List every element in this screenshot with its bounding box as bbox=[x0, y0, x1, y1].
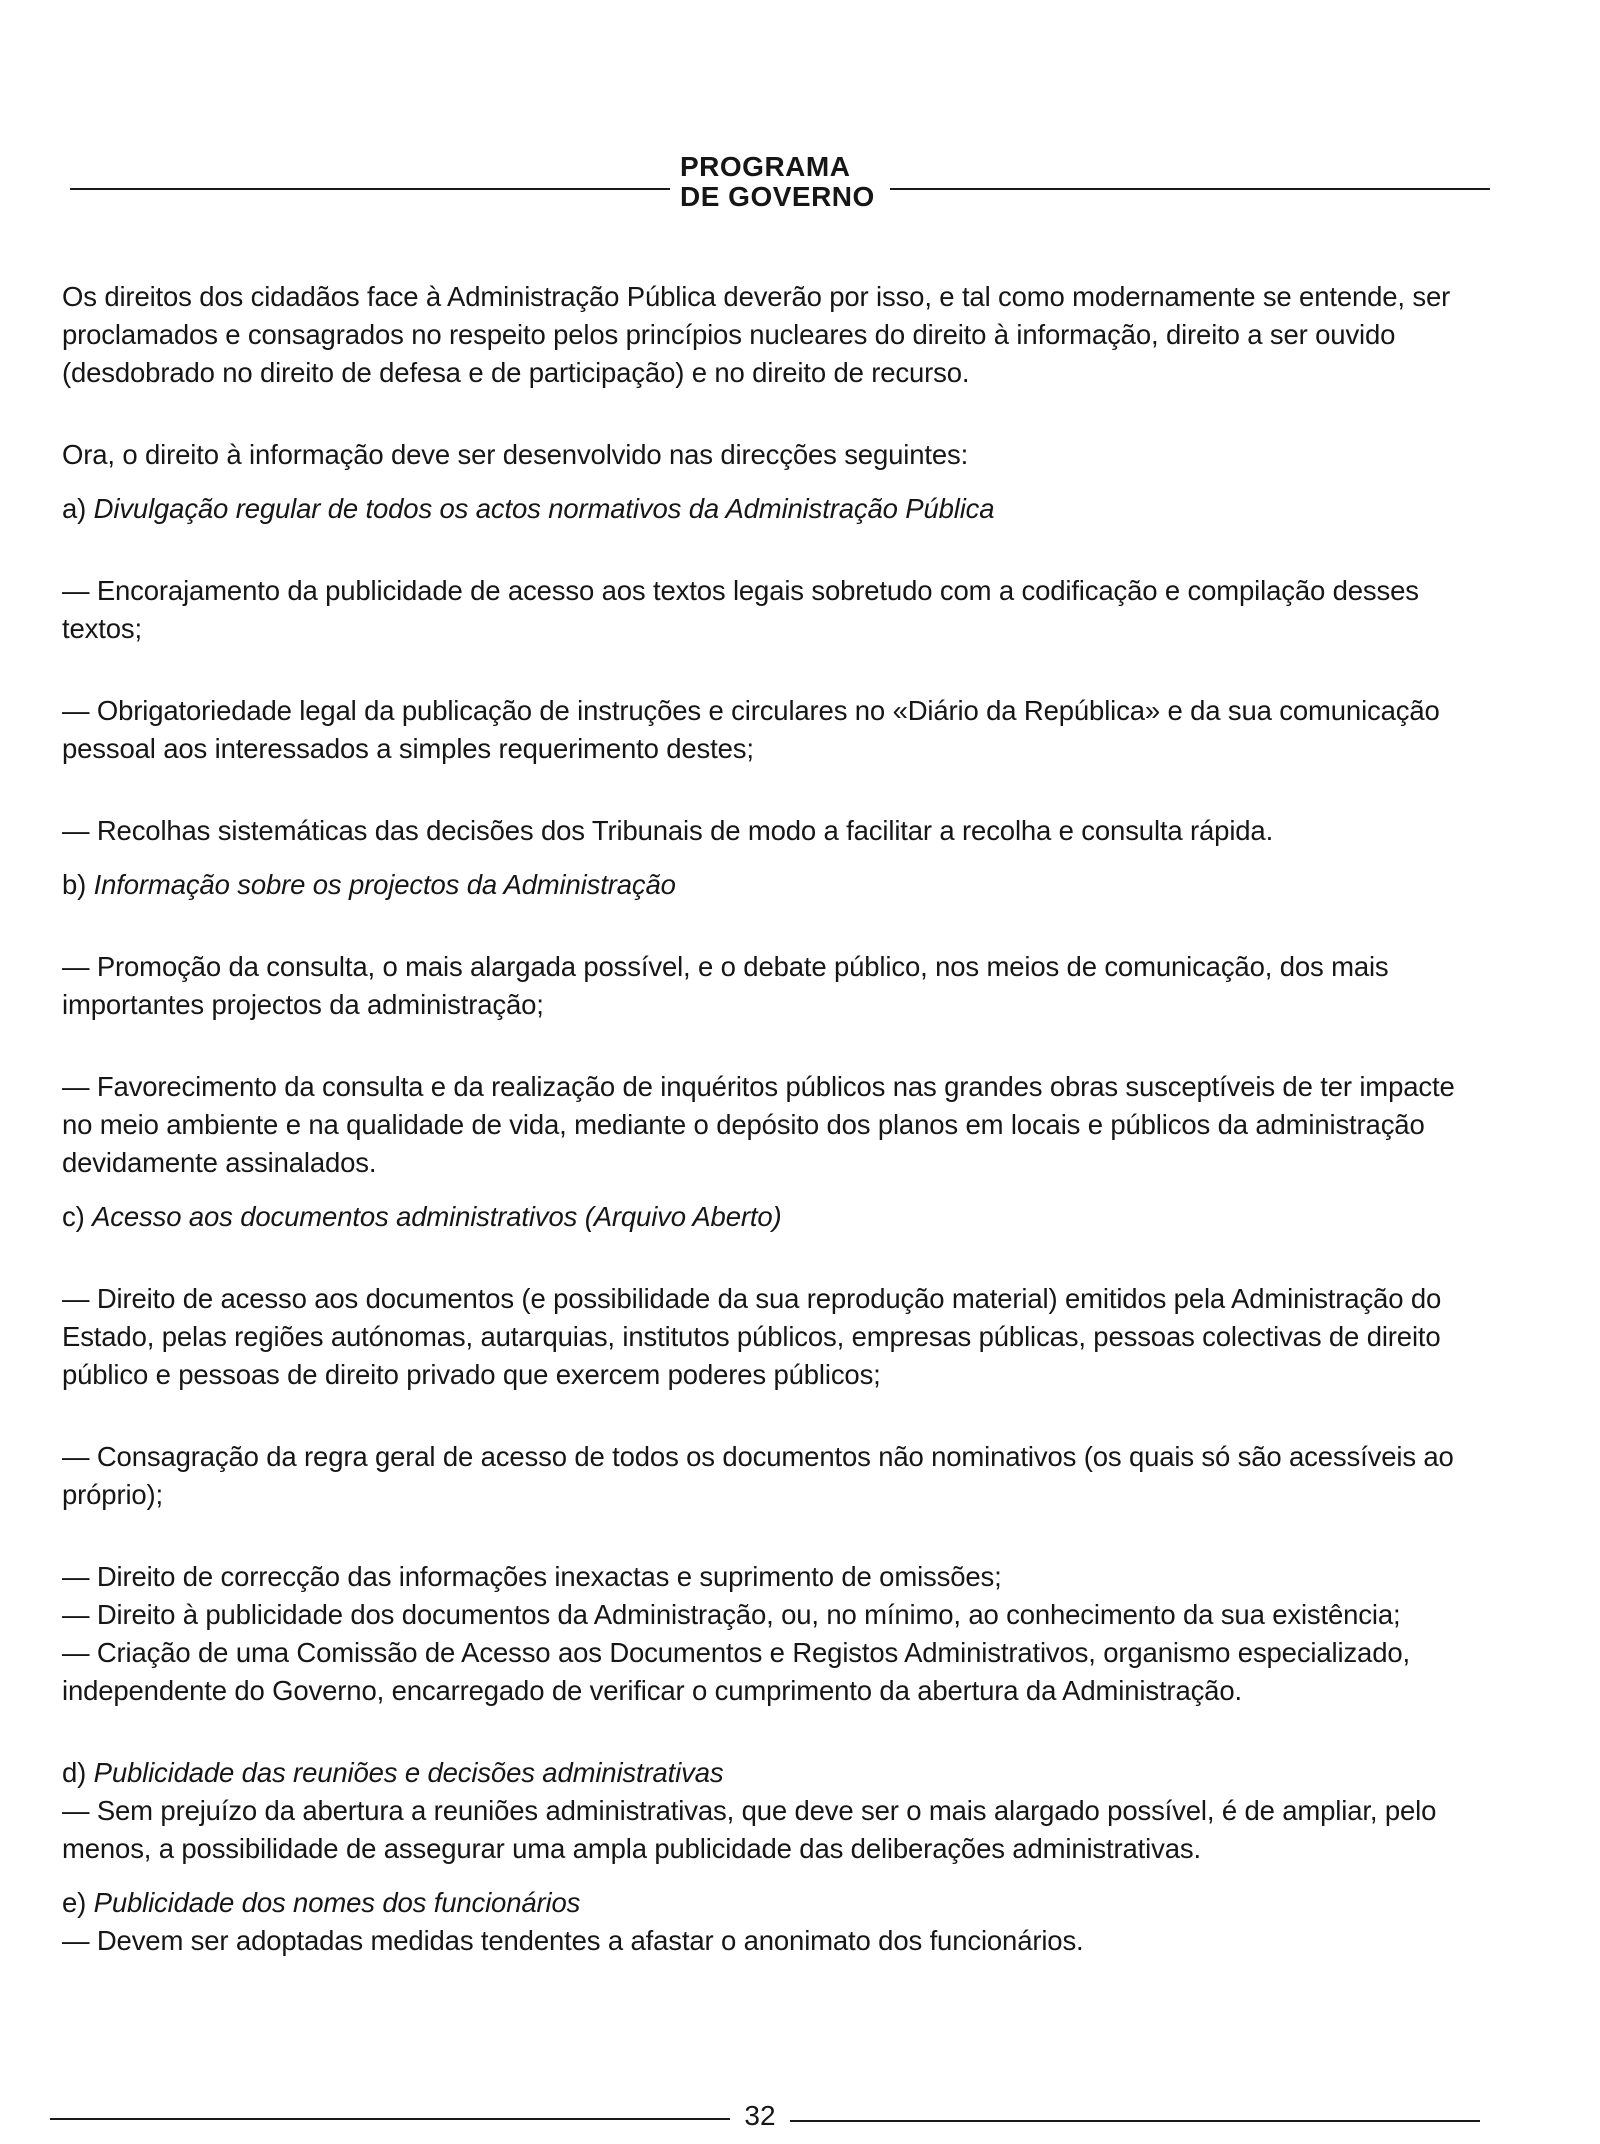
section-c-item: — Direito de acesso aos documentos (e possibilidade da sua reprodução material) emitidos pela Administração do Estado, pelas regiões autónomas, autarquias, institutos públicos, empresas públicas, pessoas colectivas de direito público e pessoas de direito privado que exercem poderes públicos; bbox=[62, 1283, 1442, 1390]
section-b-title: Informação sobre os projectos da Administração bbox=[93, 869, 676, 900]
header-rule-right bbox=[890, 188, 1490, 190]
section-b-item: — Promoção da consulta, o mais alargada possível, e o debate público, nos meios de comunicação, dos mais importantes projectos da administração; bbox=[62, 951, 1389, 1020]
header-title-line1: PROGRAMA bbox=[680, 151, 851, 182]
section-e-item: — Devem ser adoptadas medidas tendentes a afastar o anonimato dos funcionários. bbox=[62, 1925, 1084, 1956]
section-a-marker: a) bbox=[62, 493, 87, 524]
section-c-title: Acesso aos documentos administrativos (Arquivo Aberto) bbox=[92, 1201, 782, 1232]
section-d-heading bbox=[62, 1754, 1492, 1792]
footer-rule-right bbox=[790, 2120, 1480, 2122]
section-a-heading bbox=[62, 490, 1492, 528]
section-a-item: — Recolhas sistemáticas das decisões dos Tribunais de modo a facilitar a recolha e consulta rápida. bbox=[62, 815, 1274, 846]
header-rule-left bbox=[70, 188, 670, 190]
page-header bbox=[70, 152, 1490, 216]
section-d-item: — Sem prejuízo da abertura a reuniões administrativas, que deve ser o mais alargado possível, é de ampliar, pelo menos, a possibilidade de assegurar uma ampla publicidade das deliberações administrativas. bbox=[62, 1795, 1437, 1864]
section-d-marker: d) bbox=[62, 1757, 87, 1788]
section-e-heading bbox=[62, 1884, 1492, 1922]
section-d-title: Publicidade das reuniões e decisões administrativas bbox=[93, 1757, 724, 1788]
intro-paragraph: Os direitos dos cidadãos face à Administração Pública deverão por isso, e tal como modernamente se entende, ser proclamados e consagrados no respeito pelos princípios nucleares do direito à informação, direito a ser ouvido (desdobrado no direito de defesa e de participação) e no direito de recurso. bbox=[62, 281, 1451, 388]
header-title-line2: DE GOVERNO bbox=[680, 181, 875, 212]
section-a-item: — Obrigatoriedade legal da publicação de instruções e circulares no «Diário da República» e da sua comunicação pessoal aos interessados a simples requerimento destes; bbox=[62, 695, 1440, 764]
section-c-item: — Criação de uma Comissão de Acesso aos Documentos e Registos Administrativos, organismo especializado, independente do Governo, encarregado de verificar o cumprimento da abertura da Administração. bbox=[62, 1637, 1410, 1706]
page-footer bbox=[50, 2098, 1480, 2138]
section-b-heading bbox=[62, 866, 1492, 904]
section-b-item: — Favorecimento da consulta e da realização de inquéritos públicos nas grandes obras susceptíveis de ter impacte no meio ambiente e na qualidade de vida, mediante o depósito dos planos em locais e públicos da administração devidamente assinalados. bbox=[62, 1071, 1455, 1178]
section-b-marker: b) bbox=[62, 869, 87, 900]
section-a-item: — Encorajamento da publicidade de acesso aos textos legais sobretudo com a codificação e compilação desses textos; bbox=[62, 575, 1419, 644]
document-body bbox=[62, 278, 1492, 1960]
section-e-marker: e) bbox=[62, 1887, 87, 1918]
section-c-marker: c) bbox=[62, 1201, 85, 1232]
header-title bbox=[680, 152, 880, 212]
section-e-title: Publicidade dos nomes dos funcionários bbox=[93, 1887, 581, 1918]
footer-rule-left bbox=[50, 2118, 730, 2120]
section-c-item: — Direito de correcção das informações inexactas e suprimento de omissões; bbox=[62, 1561, 1002, 1592]
section-c-item: — Direito à publicidade dos documentos da Administração, ou, no mínimo, ao conhecimento da sua existência; bbox=[62, 1599, 1401, 1630]
page-number: 32 bbox=[744, 2100, 776, 2131]
section-a-title: Divulgação regular de todos os actos normativos da Administração Pública bbox=[93, 493, 995, 524]
section-c-item: — Consagração da regra geral de acesso de todos os documentos não nominativos (os quais só são acessíveis ao próprio); bbox=[62, 1441, 1454, 1510]
lead-paragraph: Ora, o direito à informação deve ser desenvolvido nas direcções seguintes: bbox=[62, 439, 969, 470]
section-c-heading bbox=[62, 1198, 1492, 1236]
